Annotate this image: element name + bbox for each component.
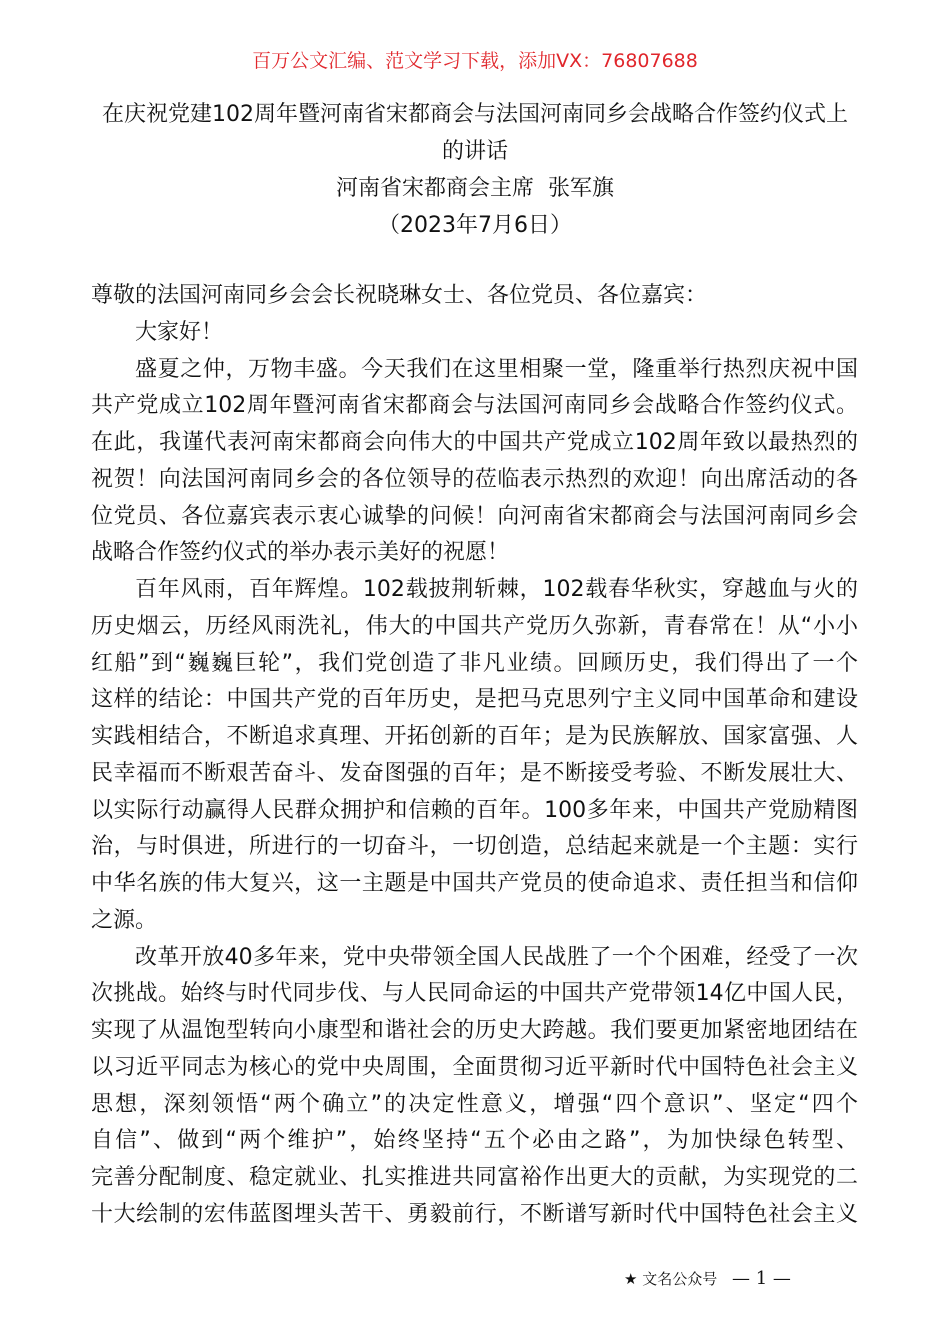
text-line: 盛夏之仲，万物丰盛。今天我们在这里相聚一堂，隆重举行热烈庆祝中国	[135, 356, 858, 382]
title-line-1: 在庆祝党建102周年暨河南省宋都商会与法国河南同乡会战略合作签约仪式上	[102, 102, 848, 127]
text-line: 尊敬的法国河南同乡会会长祝晓琳女士、各位党员、各位嘉宾：	[91, 283, 708, 308]
text-line: 十大绘制的宏伟蓝图埋头苦干、勇毅前行，不断谱写新时代中国特色社会主义	[91, 1201, 858, 1227]
text-line: 在此，我谨代表河南宋都商会向伟大的中国共产党成立102周年致以最热烈的	[91, 430, 858, 455]
text-line: 自信”、做到“两个维护”，始终坚持“五个必由之路”，为加快绿色转型、	[91, 1128, 858, 1154]
text-line: 治，与时俱进，所进行的一切奋斗，一切创造，总结起来就是一个主题：实行	[91, 834, 858, 860]
text-line: 实践相结合，不断追求真理、开拓创新的百年；是为民族解放、国家富强、人	[91, 724, 858, 749]
text-line: 红船”到“巍巍巨轮”，我们党创造了非凡业绩。回顾历史，我们得出了一个	[91, 650, 858, 676]
text-line: 改革开放40多年来，党中央带领全国人民战胜了一个个困难，经受了一次	[135, 944, 858, 970]
star-icon: ★	[624, 1270, 638, 1288]
text-line: 之源。	[91, 907, 158, 933]
page-footer	[624, 1268, 791, 1289]
text-line: 战略合作签约仪式的举办表示美好的祝愿！	[91, 540, 510, 566]
text-line: 完善分配制度、稳定就业、扎实推进共同富裕作出更大的贡献，为实现党的二	[91, 1165, 858, 1190]
document-title-block	[80, 96, 870, 244]
speaker: 河南省宋都商会主席 张军旗	[336, 176, 614, 201]
text-line: 以实际行动赢得人民群众拥护和信赖的百年。100多年来，中国共产党励精图	[91, 797, 858, 823]
document-body	[91, 278, 858, 1234]
footer-source: 文名公众号	[642, 1270, 718, 1288]
text-line: 中华名族的伟大复兴，这一主题是中国共产党员的使命追求、责任担当和信仰	[91, 871, 858, 896]
text-line: 实现了从温饱型转向小康型和谐社会的历史大跨越。我们要更加紧密地团结在	[91, 1018, 858, 1043]
text-line: 祝贺！向法国河南同乡会的各位领导的莅临表示热烈的欢迎！向出席活动的各	[91, 466, 858, 492]
speech-date: （2023年7月6日）	[378, 213, 572, 238]
watermark-banner: 百万公文汇编、范文学习下载，添加VX：76807688	[252, 50, 698, 72]
text-line: 大家好！	[135, 319, 224, 345]
text-line: 历史烟云，历经风雨洗礼，伟大的中国共产党历久弥新，青春常在！从“小小	[91, 613, 858, 639]
text-line: 思想，深刻领悟“两个确立”的决定性意义，增强“四个意识”、坚定“四个	[91, 1091, 858, 1117]
text-line: 这样的结论：中国共产党的百年历史，是把马克思列宁主义同中国革命和建设	[91, 687, 858, 713]
title-line-2: 的讲话	[441, 139, 508, 164]
text-line: 以习近平同志为核心的党中央周围，全面贯彻习近平新时代中国特色社会主义	[91, 1054, 858, 1080]
text-line: 民幸福而不断艰苦奋斗、发奋图强的百年；是不断接受考验、不断发展壮大、	[91, 760, 858, 786]
text-line: 百年风雨，百年辉煌。102载披荆斩棘，102载春华秋实，穿越血与火的	[135, 577, 858, 602]
text-line: 位党员、各位嘉宾表示衷心诚挚的问候！向河南省宋都商会与法国河南同乡会	[91, 503, 858, 529]
text-line: 共产党成立102周年暨河南省宋都商会与法国河南同乡会战略合作签约仪式。	[91, 393, 858, 419]
text-line: 次挑战。始终与时代同步伐、与人民同命运的中国共产党带领14亿中国人民，	[91, 981, 858, 1007]
page-number: — 1 —	[732, 1268, 791, 1289]
